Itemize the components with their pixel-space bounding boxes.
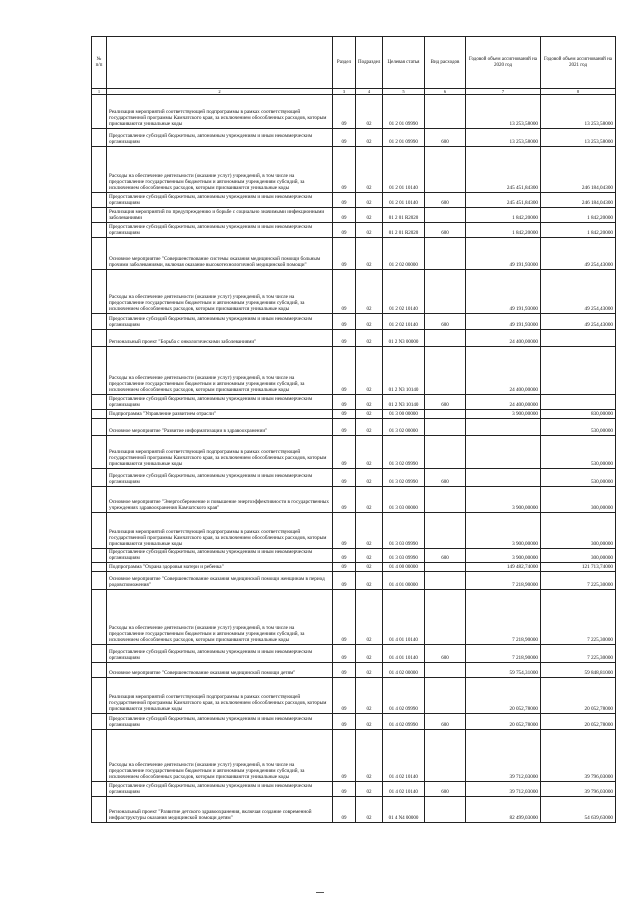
- expense-type-cell: 600: [425, 395, 466, 410]
- table-row: [92, 238, 616, 270]
- header-num: № п/п: [92, 37, 107, 89]
- target-article-cell: 01 2 01 09990: [383, 95, 425, 129]
- amount-2021-cell: 20 052,78000: [541, 714, 616, 730]
- amount-2021-cell: 1 842,20000: [541, 208, 616, 223]
- amount-2020-cell: 1 842,20000: [466, 223, 541, 238]
- table-row: [92, 730, 616, 782]
- table-row: [92, 469, 616, 487]
- table-row: [92, 549, 616, 563]
- row-name-cell: Расходы на обеспечение деятельности (оказание услуг) учреждений, в том числе на предоставление государственным бюджетным и автономным учреждениям субсидий, за исключением обособленных расходов, которым присваиваются уникальные коды: [107, 730, 333, 782]
- section-code-cell: 09: [333, 782, 356, 797]
- table-row: [92, 395, 616, 410]
- table-row: [92, 572, 616, 590]
- expense-type-cell: 600: [425, 469, 466, 487]
- subsection-code-cell: 02: [356, 238, 383, 270]
- row-name-cell: Реализация мероприятий соответствующей подпрограммы в рамках соответствующей государственной программы Камчатского края, за исключением обособленных расходов, которым присваиваются уникальные коды: [107, 513, 333, 549]
- subsection-code-cell: 02: [356, 208, 383, 223]
- row-number-cell: [92, 193, 107, 208]
- row-number-cell: [92, 147, 107, 193]
- expense-type-cell: [425, 436, 466, 469]
- header-subsection: Подраздел: [356, 37, 383, 89]
- amount-2020-cell: [466, 419, 541, 436]
- target-article-cell: 01 4 01 00000: [383, 572, 425, 590]
- amount-2020-cell: 39 712,03000: [466, 730, 541, 782]
- amount-2021-cell: 830,00000: [541, 410, 616, 419]
- amount-2020-cell: 245 451,84300: [466, 147, 541, 193]
- amount-2021-cell: [541, 395, 616, 410]
- section-code-cell: 09: [333, 347, 356, 395]
- header-name: [107, 37, 333, 89]
- target-article-cell: 01 4 02 00000: [383, 663, 425, 678]
- amount-2021-cell: 49 254,43000: [541, 238, 616, 270]
- section-code-cell: 09: [333, 395, 356, 410]
- row-name-cell: Расходы на обеспечение деятельности (оказание услуг) учреждений, в том числе на предоставление государственным бюджетным и автономным учреждениям субсидий, за исключением обособленных расходов, которым присваиваются уникальные коды: [107, 270, 333, 314]
- row-name-cell: Предоставление субсидий бюджетным, автономным учреждениям и иным некоммерческим организациям: [107, 549, 333, 563]
- row-name-cell: Предоставление субсидий бюджетным, автономным учреждениям и иным некоммерческим организациям: [107, 469, 333, 487]
- subsection-code-cell: 02: [356, 487, 383, 513]
- amount-2021-cell: 13 253,58000: [541, 95, 616, 129]
- row-number-cell: [92, 95, 107, 129]
- amount-2020-cell: 24 400,00000: [466, 330, 541, 347]
- amount-2020-cell: 49 191,93000: [466, 270, 541, 314]
- section-code-cell: 09: [333, 645, 356, 663]
- row-name-cell: Основное мероприятие "Совершенствование системы оказания медицинской помощи больным прочими заболеваниями, включая оказание высокотехнологичной медицинской помощи": [107, 238, 333, 270]
- row-name-cell: Предоставление субсидий бюджетным, автономным учреждениям и иным некоммерческим организациям: [107, 782, 333, 797]
- row-name-cell: Расходы на обеспечение деятельности (оказание услуг) учреждений, в том числе на предоставление государственным бюджетным и автономным учреждениям субсидий, за исключением обособленных расходов, которым присваиваются уникальные коды: [107, 347, 333, 395]
- column-index: 3: [333, 89, 356, 95]
- amount-2020-cell: 82 499,03000: [466, 797, 541, 823]
- row-number-cell: [92, 730, 107, 782]
- subsection-code-cell: 02: [356, 663, 383, 678]
- section-code-cell: 09: [333, 223, 356, 238]
- expense-type-cell: 600: [425, 223, 466, 238]
- target-article-cell: 01 4 02 10140: [383, 730, 425, 782]
- table-row: [92, 513, 616, 549]
- table-row: [92, 347, 616, 395]
- expense-type-cell: 600: [425, 129, 466, 147]
- expense-type-cell: [425, 270, 466, 314]
- amount-2021-cell: 7 225,30000: [541, 590, 616, 645]
- table-row: [92, 270, 616, 314]
- table-row: [92, 797, 616, 823]
- expense-type-cell: 600: [425, 782, 466, 797]
- row-number-cell: [92, 208, 107, 223]
- row-number-cell: [92, 782, 107, 797]
- subsection-code-cell: 02: [356, 193, 383, 208]
- subsection-code-cell: 02: [356, 678, 383, 714]
- subsection-code-cell: 02: [356, 436, 383, 469]
- expense-type-cell: [425, 330, 466, 347]
- row-name-cell: Предоставление субсидий бюджетным, автономным учреждениям и иным некоммерческим организациям: [107, 193, 333, 208]
- table-row: [92, 193, 616, 208]
- header-expense-type: Вид расходов: [425, 37, 466, 89]
- amount-2021-cell: 20 052,78000: [541, 678, 616, 714]
- expense-type-cell: 600: [425, 549, 466, 563]
- subsection-code-cell: 02: [356, 410, 383, 419]
- row-number-cell: [92, 487, 107, 513]
- section-code-cell: 09: [333, 129, 356, 147]
- row-number-cell: [92, 270, 107, 314]
- amount-2021-cell: 246 184,04300: [541, 193, 616, 208]
- amount-2020-cell: 24 400,00000: [466, 347, 541, 395]
- expense-type-cell: 600: [425, 193, 466, 208]
- target-article-cell: 01 4 02 09990: [383, 714, 425, 730]
- table-row: [92, 487, 616, 513]
- subsection-code-cell: 02: [356, 223, 383, 238]
- amount-2020-cell: [466, 469, 541, 487]
- amount-2020-cell: 7 218,90000: [466, 590, 541, 645]
- target-article-cell: 01 3 02 09990: [383, 469, 425, 487]
- target-article-cell: 01 4 01 10140: [383, 645, 425, 663]
- amount-2021-cell: 1 842,20000: [541, 223, 616, 238]
- section-code-cell: 09: [333, 147, 356, 193]
- row-name-cell: Предоставление субсидий бюджетным, автономным учреждениям и иным некоммерческим организациям: [107, 129, 333, 147]
- expense-type-cell: 600: [425, 645, 466, 663]
- amount-2020-cell: 39 712,03000: [466, 782, 541, 797]
- table-row: [92, 678, 616, 714]
- row-name-cell: Реализация мероприятий соответствующей подпрограммы в рамках соответствующей государственной программы Камчатского края, за исключением обособленных расходов, которым присваиваются уникальные коды: [107, 436, 333, 469]
- subsection-code-cell: 02: [356, 549, 383, 563]
- row-number-cell: [92, 714, 107, 730]
- amount-2021-cell: 246 184,04300: [541, 147, 616, 193]
- column-index: 1: [92, 89, 107, 95]
- target-article-cell: 01 2 02 10140: [383, 314, 425, 330]
- column-index: 5: [383, 89, 425, 95]
- row-number-cell: [92, 549, 107, 563]
- target-article-cell: 01 4 00 00000: [383, 563, 425, 572]
- subsection-code-cell: 02: [356, 645, 383, 663]
- table-body: [92, 95, 616, 823]
- section-code-cell: 09: [333, 590, 356, 645]
- amount-2020-cell: [466, 436, 541, 469]
- section-code-cell: 09: [333, 469, 356, 487]
- row-number-cell: [92, 572, 107, 590]
- row-name-cell: Основное мероприятие "Совершенствование оказания медицинской помощи детям": [107, 663, 333, 678]
- row-number-cell: [92, 223, 107, 238]
- amount-2021-cell: 300,00000: [541, 549, 616, 563]
- amount-2020-cell: 7 218,90000: [466, 572, 541, 590]
- subsection-code-cell: 02: [356, 730, 383, 782]
- table-row: [92, 436, 616, 469]
- table-row: [92, 95, 616, 129]
- row-number-cell: [92, 797, 107, 823]
- row-number-cell: [92, 513, 107, 549]
- target-article-cell: 01 3 03 00000: [383, 487, 425, 513]
- row-name-cell: Реализация мероприятий соответствующей подпрограммы в рамках соответствующей государственной программы Камчатского края, за исключением обособленных расходов, которым присваиваются уникальные коды: [107, 95, 333, 129]
- target-article-cell: 01 3 00 00000: [383, 410, 425, 419]
- amount-2021-cell: 59 848,81000: [541, 663, 616, 678]
- subsection-code-cell: 02: [356, 782, 383, 797]
- expense-type-cell: [425, 147, 466, 193]
- expense-type-cell: [425, 563, 466, 572]
- section-code-cell: 09: [333, 714, 356, 730]
- subsection-code-cell: 02: [356, 95, 383, 129]
- column-index: 2: [107, 89, 333, 95]
- amount-2020-cell: 24 400,00000: [466, 395, 541, 410]
- row-name-cell: Основное мероприятие "Развитие информатизации в здравоохранении": [107, 419, 333, 436]
- amount-2021-cell: [541, 347, 616, 395]
- amount-2020-cell: 1 842,20000: [466, 208, 541, 223]
- row-number-cell: [92, 663, 107, 678]
- target-article-cell: 01 2 N3 00000: [383, 330, 425, 347]
- row-name-cell: Предоставление субсидий бюджетным, автономным учреждениям и иным некоммерческим организациям: [107, 223, 333, 238]
- target-article-cell: 01 2 N3 10140: [383, 395, 425, 410]
- row-number-cell: [92, 129, 107, 147]
- section-code-cell: 09: [333, 330, 356, 347]
- row-name-cell: Региональный проект "Борьба с онкологическими заболеваниями": [107, 330, 333, 347]
- section-code-cell: 09: [333, 513, 356, 549]
- section-code-cell: 09: [333, 663, 356, 678]
- row-name-cell: Предоставление субсидий бюджетным, автономным учреждениям и иным некоммерческим организациям: [107, 314, 333, 330]
- expense-type-cell: [425, 590, 466, 645]
- header-2020: Годовой объем ассигнований на 2020 год: [466, 37, 541, 89]
- column-index: 8: [541, 89, 616, 95]
- row-number-cell: [92, 678, 107, 714]
- row-name-cell: Расходы на обеспечение деятельности (оказание услуг) учреждений, в том числе на предоставление государственным бюджетным и автономным учреждениям субсидий, за исключением обособленных расходов, которым присваиваются уникальные коды: [107, 590, 333, 645]
- row-name-cell: Подпрограмма "Охрана здоровья матери и ребенка": [107, 563, 333, 572]
- amount-2020-cell: 3 900,00000: [466, 513, 541, 549]
- expense-type-cell: [425, 663, 466, 678]
- amount-2020-cell: 245 451,84300: [466, 193, 541, 208]
- row-name-cell: Основное мероприятие "Совершенствование оказания медицинской помощи женщинам в период родовспоможения": [107, 572, 333, 590]
- section-code-cell: 09: [333, 193, 356, 208]
- amount-2021-cell: 7 225,30000: [541, 645, 616, 663]
- page-number-mark: [316, 892, 324, 893]
- amount-2021-cell: 530,00000: [541, 419, 616, 436]
- amount-2020-cell: 149 482,74000: [466, 563, 541, 572]
- section-code-cell: 09: [333, 730, 356, 782]
- amount-2020-cell: 49 191,93000: [466, 238, 541, 270]
- expense-type-cell: [425, 95, 466, 129]
- row-number-cell: [92, 419, 107, 436]
- amount-2020-cell: 13 253,58000: [466, 95, 541, 129]
- row-number-cell: [92, 347, 107, 395]
- expense-type-cell: [425, 347, 466, 395]
- target-article-cell: 01 2 01 10140: [383, 193, 425, 208]
- row-name-cell: Подпрограмма "Управление развитием отрасли": [107, 410, 333, 419]
- table-row: [92, 419, 616, 436]
- expense-type-cell: [425, 572, 466, 590]
- amount-2020-cell: 3 900,00000: [466, 549, 541, 563]
- amount-2021-cell: 300,00000: [541, 487, 616, 513]
- column-index: 7: [466, 89, 541, 95]
- expense-type-cell: [425, 487, 466, 513]
- target-article-cell: 01 2 01 R2020: [383, 208, 425, 223]
- row-number-cell: [92, 410, 107, 419]
- target-article-cell: 01 4 N4 00000: [383, 797, 425, 823]
- amount-2021-cell: 49 254,43000: [541, 270, 616, 314]
- target-article-cell: 01 2 02 00000: [383, 238, 425, 270]
- row-name-cell: Реализация мероприятий соответствующей подпрограммы в рамках соответствующей государственной программы Камчатского края, за исключением обособленных расходов, которым присваиваются уникальные коды: [107, 678, 333, 714]
- amount-2021-cell: 39 796,03000: [541, 730, 616, 782]
- row-number-cell: [92, 563, 107, 572]
- table-row: [92, 714, 616, 730]
- subsection-code-cell: 02: [356, 129, 383, 147]
- expense-type-cell: [425, 238, 466, 270]
- section-code-cell: 09: [333, 678, 356, 714]
- section-code-cell: 09: [333, 95, 356, 129]
- target-article-cell: 01 3 03 09990: [383, 549, 425, 563]
- expense-type-cell: 600: [425, 314, 466, 330]
- expense-type-cell: [425, 678, 466, 714]
- amount-2020-cell: 49 191,93000: [466, 314, 541, 330]
- amount-2020-cell: 3 900,00000: [466, 410, 541, 419]
- row-name-cell: Реализация мероприятий по предупреждению и борьбе с социально значимыми инфекционными заболеваниями: [107, 208, 333, 223]
- target-article-cell: 01 2 01 10140: [383, 147, 425, 193]
- expense-type-cell: [425, 419, 466, 436]
- subsection-code-cell: 02: [356, 513, 383, 549]
- section-code-cell: 09: [333, 549, 356, 563]
- table-row: [92, 590, 616, 645]
- table-row: [92, 129, 616, 147]
- table-row: [92, 147, 616, 193]
- section-code-cell: 09: [333, 436, 356, 469]
- row-name-cell: Предоставление субсидий бюджетным, автономным учреждениям и иным некоммерческим организациям: [107, 645, 333, 663]
- column-index: 4: [356, 89, 383, 95]
- subsection-code-cell: 02: [356, 714, 383, 730]
- header-section: Раздел: [333, 37, 356, 89]
- row-number-cell: [92, 330, 107, 347]
- subsection-code-cell: 02: [356, 395, 383, 410]
- table-row: [92, 330, 616, 347]
- target-article-cell: 01 4 01 10140: [383, 590, 425, 645]
- expense-type-cell: 600: [425, 714, 466, 730]
- subsection-code-cell: 02: [356, 270, 383, 314]
- row-name-cell: Расходы на обеспечение деятельности (оказание услуг) учреждений, в том числе на предоставление государственным бюджетным и автономным учреждениям субсидий, за исключением обособленных расходов, которым присваиваются уникальные коды: [107, 147, 333, 193]
- row-name-cell: Предоставление субсидий бюджетным, автономным учреждениям и иным некоммерческим организациям: [107, 395, 333, 410]
- subsection-code-cell: 02: [356, 314, 383, 330]
- row-number-cell: [92, 436, 107, 469]
- amount-2020-cell: 13 253,58000: [466, 129, 541, 147]
- table-row: [92, 314, 616, 330]
- expense-type-cell: [425, 513, 466, 549]
- row-number-cell: [92, 395, 107, 410]
- amount-2021-cell: 13 253,58000: [541, 129, 616, 147]
- section-code-cell: 09: [333, 563, 356, 572]
- row-number-cell: [92, 590, 107, 645]
- expense-type-cell: [425, 410, 466, 419]
- row-name-cell: Региональный проект "Развитие детского здравоохранения, включая создание современной инфраструктуры оказания медицинской помощи детям": [107, 797, 333, 823]
- target-article-cell: 01 3 02 09990: [383, 436, 425, 469]
- section-code-cell: 09: [333, 487, 356, 513]
- amount-2021-cell: 121 713,74000: [541, 563, 616, 572]
- target-article-cell: 01 4 02 10140: [383, 782, 425, 797]
- row-number-cell: [92, 645, 107, 663]
- table-row: [92, 410, 616, 419]
- amount-2021-cell: 39 796,03000: [541, 782, 616, 797]
- row-name-cell: Предоставление субсидий бюджетным, автономным учреждениям и иным некоммерческим организациям: [107, 714, 333, 730]
- table-row: [92, 782, 616, 797]
- expense-type-cell: [425, 730, 466, 782]
- section-code-cell: 09: [333, 410, 356, 419]
- amount-2021-cell: 49 254,43000: [541, 314, 616, 330]
- table-row: [92, 563, 616, 572]
- header-2021: Годовой объем ассигнований на 2021 год: [541, 37, 616, 89]
- subsection-code-cell: 02: [356, 590, 383, 645]
- amount-2021-cell: 54 639,63000: [541, 797, 616, 823]
- amount-2020-cell: 59 754,31000: [466, 663, 541, 678]
- section-code-cell: 09: [333, 238, 356, 270]
- amount-2020-cell: 3 900,00000: [466, 487, 541, 513]
- target-article-cell: 01 2 02 10140: [383, 270, 425, 314]
- amount-2020-cell: 7 218,90000: [466, 645, 541, 663]
- header-target-article: Целевая статья: [383, 37, 425, 89]
- subsection-code-cell: 02: [356, 563, 383, 572]
- subsection-code-cell: 02: [356, 797, 383, 823]
- table-row: [92, 663, 616, 678]
- amount-2021-cell: 530,00000: [541, 436, 616, 469]
- row-number-cell: [92, 238, 107, 270]
- target-article-cell: 01 2 01 09990: [383, 129, 425, 147]
- target-article-cell: 01 3 02 00000: [383, 419, 425, 436]
- row-number-cell: [92, 469, 107, 487]
- expense-type-cell: [425, 208, 466, 223]
- section-code-cell: 09: [333, 270, 356, 314]
- header-row: [92, 37, 616, 89]
- section-code-cell: 09: [333, 208, 356, 223]
- target-article-cell: 01 2 01 R2020: [383, 223, 425, 238]
- budget-table-page: [91, 36, 615, 823]
- amount-2021-cell: 530,00000: [541, 469, 616, 487]
- amount-2021-cell: [541, 330, 616, 347]
- row-name-cell: Основное мероприятие "Энергосбережение и повышение энергоэффективности в государственных учреждениях здравоохранения Камчатского края": [107, 487, 333, 513]
- amount-2020-cell: 20 052,78000: [466, 678, 541, 714]
- subsection-code-cell: 02: [356, 330, 383, 347]
- amount-2020-cell: 20 052,78000: [466, 714, 541, 730]
- subsection-code-cell: 02: [356, 147, 383, 193]
- column-index: 6: [425, 89, 466, 95]
- target-article-cell: 01 2 N3 10140: [383, 347, 425, 395]
- section-code-cell: 09: [333, 419, 356, 436]
- section-code-cell: 09: [333, 314, 356, 330]
- table-row: [92, 223, 616, 238]
- section-code-cell: 09: [333, 797, 356, 823]
- table-row: [92, 208, 616, 223]
- subsection-code-cell: 02: [356, 572, 383, 590]
- expense-type-cell: [425, 797, 466, 823]
- target-article-cell: 01 3 03 09990: [383, 513, 425, 549]
- target-article-cell: 01 4 02 09990: [383, 678, 425, 714]
- subsection-code-cell: 02: [356, 347, 383, 395]
- subsection-code-cell: 02: [356, 419, 383, 436]
- budget-table: [91, 36, 616, 823]
- amount-2021-cell: 300,00000: [541, 513, 616, 549]
- section-code-cell: 09: [333, 572, 356, 590]
- subsection-code-cell: 02: [356, 469, 383, 487]
- row-number-cell: [92, 314, 107, 330]
- amount-2021-cell: 7 225,30000: [541, 572, 616, 590]
- table-row: [92, 645, 616, 663]
